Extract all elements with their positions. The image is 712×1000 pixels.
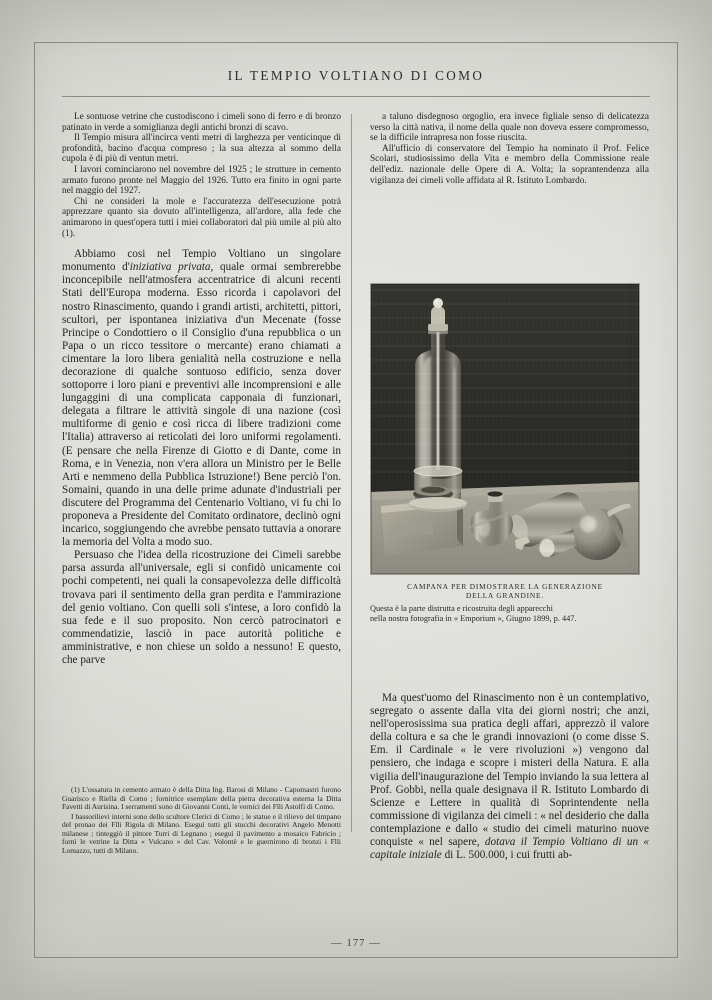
italic-run: iniziativa privata <box>129 261 211 274</box>
footnote-block <box>62 786 341 855</box>
text-run: , quale ormai sembrerebbe inconcepibile nell'atmosfera accentratrice di alcuni recenti Stati dell'Europa moderna. Esso ricorda i capolavori del nostro Rinascimento, quando i grandi artisti, architetti, pittori, scultori, per ispontanea iniziativa d'un Mecenate (fosse Principe o Condottiero o il Consiglio d'una repubblica o un Papa o un ricco tessitore o mercante) erano chiamati a cimentare la loro libera genialità nella costruzione e nella decorazione di qualche sontuoso edificio, senza dover sottoporre i loro piani e preventivi alle incomprensioni e alle lungaggini di una complicata capponaia di funzionari, delegata a filtrare le attività singole di una nazione (così multiforme di genio e così ricca di libere tradizioni come l'Italia) attraverso ai reticolati dei loro uniformi regolamenti. (E pensare che nella Firenze di Giotto e di Dante, come in Roma, e in Venezia, non v'era allora un Ministro per le Belle Arti e nemmeno della Pubblica Istruzione!) Bene perciò l'on. Somaini, quando in una delle prime adunate d'industriali per discutere del Programma del Centenario Voltiano, vi fu chi lo proponeva a Presidente del Comitato ordinatore, declinò ogni incarico, soggiungendo che avrebbe pensato tuttavia a onorare la memoria del Volta a modo suo. <box>62 261 341 549</box>
caption-body-line-1: Questa è la parte distrutta e ricostruita degli apparecchi <box>370 603 553 613</box>
main-paragraph <box>62 248 341 549</box>
right-text-column <box>370 112 649 186</box>
italic-run: dotava il Tempio Voltiano di un « capitale iniziale <box>370 836 649 862</box>
right-text-column-lower <box>370 692 649 862</box>
paragraph: Il Tempio misura all'incirca venti metri di larghezza per venticinque di profondità, bacino d'acqua compreso ; la sua altezza al sommo della cupola è di più di ventun metri. <box>62 133 341 165</box>
column-divider-rule <box>351 114 352 832</box>
figure <box>370 283 640 624</box>
paragraph: a taluno disdegnoso orgoglio, era invece figliale senso di delicatezza verso la città nativa, il nome della quale non doveva essere compromesso, se la difficile intrapresa non fosse riuscita. <box>370 112 649 144</box>
paragraph: Chi ne consideri la mole e l'accuratezza dell'esecuzione potrà apprezzare quanto sia dovuto all'intelligenza, all'ardore, alla fede che animarono in quest'opera tutti i miei collaboratori dal più umile al più alto (1). <box>62 196 341 239</box>
paragraph: All'ufficio di conservatore del Tempio ha nominato il Prof. Felice Scolari, studiosissimo della Vita e membro della Commissione reale dell'ediz. nazionale delle Opere di A. Volta; la soprantendenza alla vigilanza dei cimeli volle affidata al R. Istituto Lombardo. <box>370 143 649 186</box>
figure-caption <box>370 582 640 624</box>
page-number: — 177 — <box>331 938 381 949</box>
header-rule <box>62 96 650 97</box>
main-paragraph <box>370 692 649 862</box>
caption-title-line-1: CAMPANA PER DIMOSTRARE LA GENERAZIONE <box>407 582 603 591</box>
footnote-item: (1) L'ossatura in cemento armato è della Ditta Ing. Barosi di Milano - Capomastri furono Guarisco e Riella di Como ; fornitrice esemplare della pietra decorativa esterna la Ditta Favetti di Aurisina. I serramenti sono di Giovanni Conti, le vernici dei Flli Astolfi di Como. <box>62 785 341 811</box>
main-paragraph <box>62 549 341 667</box>
paragraph: Le sontuose vetrine che custodiscono i cimeli sono di ferro e di bronzo patinato in verde a somiglianza degli antichi bronzi di scavo. <box>62 112 341 133</box>
paragraph: I lavori cominciarono nel novembre del 1925 ; le strutture in cemento armato furono pronte nel Maggio del 1926. Tutto era finito in ogni parte nel maggio del 1927. <box>62 164 341 197</box>
text-run: Persuaso che l'idea della ricostruzione dei Cimeli sarebbe parsa assurda all'universale, egli si confidò unicamente coi pochi competenti, nei quali la consapevolezza delle difficoltà trovava pari il sentimento della gran perdita e l'ammirazione del genio voltiano. Con quelli soli s'intese, a loro confidò la sua fede e il suo proposito. Non cercò patrocinatori e commendatizie, lasciò in pace autorità politiche e amministrative, e non chiese un soldo a nessuno! E questo, che parve <box>62 549 341 667</box>
text-run: di L. 500.000, i cui frutti ab- <box>441 849 573 862</box>
apparatus-illustration <box>371 284 639 574</box>
left-text-column <box>62 112 341 667</box>
caption-title-line-2: DELLA GRANDINE. <box>465 591 544 601</box>
footnote-item: I bassorilievi interni sono dello scultore Clerici di Como ; le statue e il rilievo del timpano del pronao dei Flli Rigola di Milano. Eseguì tutti gli stucchi decorativi Angelo Menotti milanese ; tinteggiò il pittore Turri di Legnano ; eseguì il pavimento a mosaico Fabricio ; fornì le vetrine la Ditta « Vulcano » del Cav. Volontè e le guernirono di bronzi i Flli Lomazzo, tutti di Milano. <box>62 811 341 855</box>
running-head: IL TEMPIO VOLTIANO DI COMO <box>227 68 485 83</box>
text-run: Abbiamo cosi nel Tempio Voltiano un singolare monumento d' <box>62 248 341 274</box>
text-run: Ma quest'uomo del Rinascimento non è un contemplativo, segregato o assente dalla vita dei giorni nostri; che anzi, nell'operosissima sua pratica degli affari, apprezzò il valore della coltura e sa che le grandi innovazioni (o come disse S. Em. il Cardinale « le vere rivoluzioni ») vengono dal pensiero, che indaga e scopre i misteri della Natura. E alla vigilia dell'inaugurazione del Tempio inviando la sua lettera al Prof. Gobbi, nella quale designava il R. Istituto Lombardo di Scienze e Lettere in qualità di Soprintendente nella commissione di vigilanza dei cimeli : « nel desiderio che dalla contemplazione e dallo « studio dei cimeli maturino nuove conquiste « nel sapere, <box>370 692 649 849</box>
caption-body-line-2: nella nostra fotografia in « Emporium », Giugno 1899, p. 447. <box>370 614 577 624</box>
paragraph-spacer <box>62 239 341 248</box>
caption-body <box>370 604 640 624</box>
figure-photograph <box>370 283 640 575</box>
